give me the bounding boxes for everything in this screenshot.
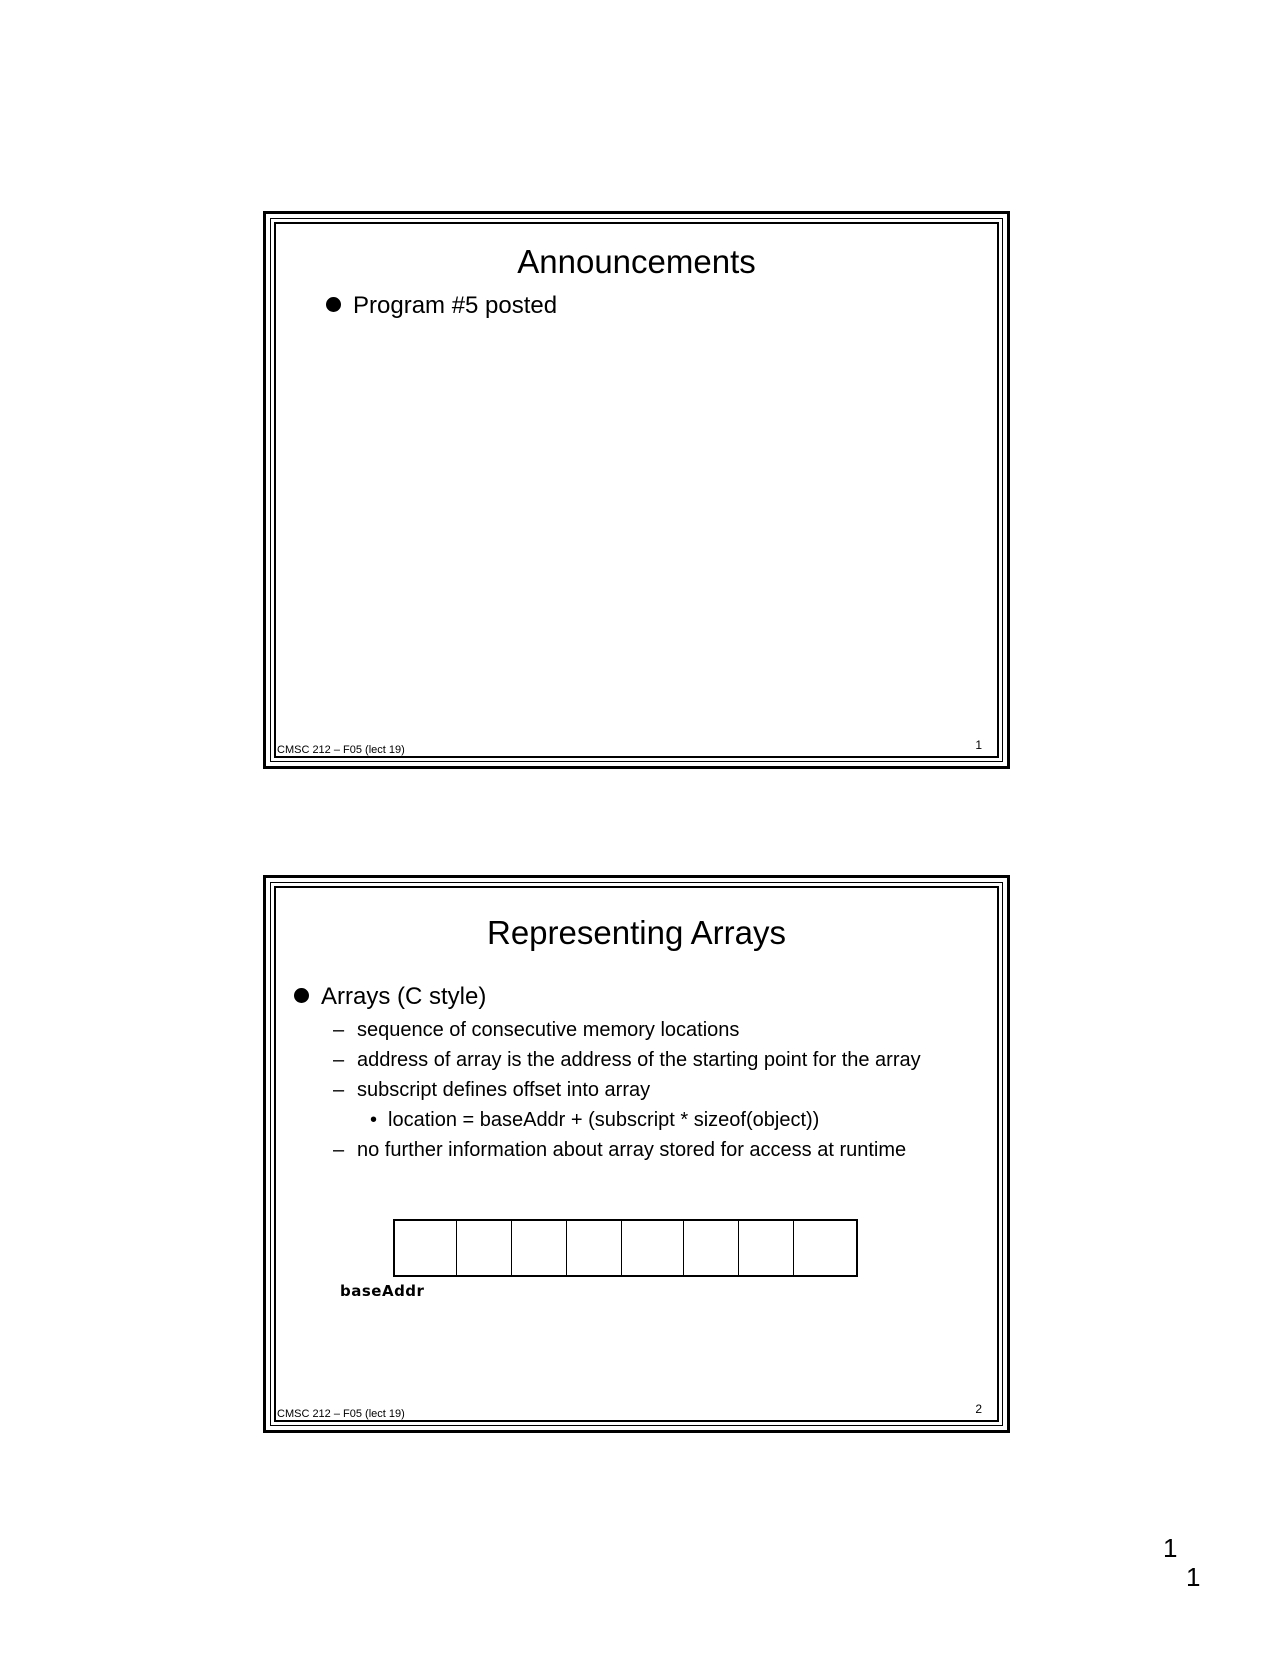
bullet-dot-icon xyxy=(294,988,309,1003)
sub-sub-item xyxy=(370,1109,819,1132)
base-addr-label: baseAddr xyxy=(340,1282,425,1300)
array-cell xyxy=(739,1221,794,1275)
array-cell xyxy=(512,1221,567,1275)
sub-item-text: subscript defines offset into array xyxy=(357,1079,651,1101)
bullet-text: Arrays (C style) xyxy=(321,983,487,1010)
array-cell xyxy=(684,1221,739,1275)
array-cell xyxy=(794,1221,856,1275)
dash-icon: – xyxy=(333,1079,345,1101)
sub-item-text: address of array is the address of the starting point for the array xyxy=(357,1049,921,1071)
bullet-item xyxy=(294,983,486,1011)
array-cell xyxy=(395,1221,457,1275)
dash-icon: – xyxy=(333,1139,345,1161)
sub-item xyxy=(333,1049,921,1072)
slide-title: Representing Arrays xyxy=(487,914,786,951)
slide-announcements xyxy=(263,211,1010,769)
bullet-dot-icon xyxy=(326,297,341,312)
sub-item xyxy=(333,1139,906,1162)
bullet-item xyxy=(326,292,557,320)
bullet-text: Program #5 posted xyxy=(353,292,558,319)
sub-item xyxy=(333,1079,650,1102)
sub-item xyxy=(333,1019,739,1042)
slide-number: 1 xyxy=(975,738,982,752)
page-number-secondary: 1 xyxy=(1186,1562,1201,1592)
slide-number: 2 xyxy=(975,1402,982,1416)
sub-item-text: no further information about array stored for access at runtime xyxy=(357,1139,907,1161)
slide-title: Announcements xyxy=(517,243,756,280)
slide-footer: CMSC 212 – F05 (lect 19) xyxy=(277,744,405,756)
dash-icon: – xyxy=(333,1019,345,1041)
dash-icon: – xyxy=(333,1049,345,1071)
slide-representing-arrays xyxy=(263,875,1010,1433)
array-cell xyxy=(457,1221,512,1275)
array-cell xyxy=(567,1221,622,1275)
dot-icon: • xyxy=(370,1109,378,1131)
array-cell xyxy=(622,1221,684,1275)
array-diagram xyxy=(393,1219,858,1277)
slide-footer: CMSC 212 – F05 (lect 19) xyxy=(277,1408,405,1420)
sub-item-text: sequence of consecutive memory locations xyxy=(357,1019,740,1041)
sub-sub-item-text: location = baseAddr + (subscript * sizeof(object)) xyxy=(388,1109,820,1131)
page-number: 1 xyxy=(1163,1533,1178,1563)
